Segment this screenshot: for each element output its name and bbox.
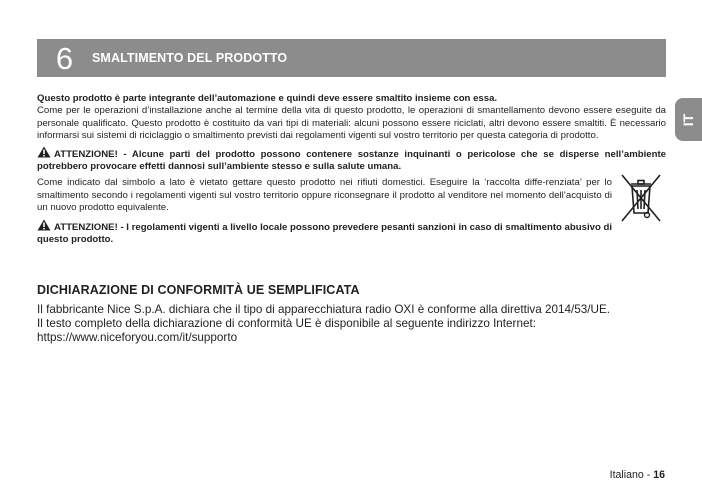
declaration-body [37, 303, 666, 346]
page-content [37, 93, 666, 345]
language-tab-label: IT [680, 113, 697, 126]
disposal-text: Come indicato dal simbolo a lato è vietato gettare questo prodotto nei rifiuti domestici. Eseguire la ‘raccolta diffe-renziata’ per lo smaltimento secondo i regolamenti vigenti sul vostro territorio oppure riconsegnare il prodotto al venditore nel momento dell’acquisto di un nuovo prodotto equivalente. [37, 177, 612, 214]
page-footer [610, 469, 665, 481]
section-number: 6 [55, 40, 74, 76]
footer-language: Italiano - [609, 469, 654, 481]
warning-text-2: ATTENZIONE! - I regolamenti vigenti a livello locale possono prevedere pesanti sanzioni in caso di smaltimento abusivo di questo prodotto. [37, 221, 612, 246]
section-title: SMALTIMENTO DEL PRODOTTO [92, 51, 288, 65]
intro-body: Come per le operazioni d’installazione anche al termine della vita di questo prodotto, le operazioni di smantellamento devono essere eseguite da personale qualificato. Questo prodotto è costituito da vari tipi di materiali: alcuni possono essere riciclati, altri devono essere smaltiti. È necessario informarsi sui sistemi di riciclaggio o smaltimento previsti dai regolamenti vigenti sul vostro territorio per questa categoria di prodotto. [37, 105, 666, 142]
section-header [37, 39, 666, 77]
intro-heading: Questo prodotto è parte integrante dell’automazione e quindi deve essere smaltito insieme con essa. [37, 93, 498, 104]
crossed-out-bin-icon [619, 171, 663, 225]
warning-triangle-icon [37, 219, 51, 231]
page-number: 16 [653, 469, 665, 481]
declaration-line-1: Il fabbricante Nice S.p.A. dichiara che il tipo di apparecchiatura radio OXI è conforme alla direttiva 2014/53/UE. [37, 302, 610, 316]
warning-paragraph-1 [37, 146, 666, 174]
disposal-block [37, 177, 666, 214]
declaration-line-2: Il testo completo della dichiarazione di conformità UE è disponibile al seguente indirizzo Internet: [37, 317, 536, 331]
language-tab [675, 98, 702, 141]
declaration-title: DICHIARAZIONE DI CONFORMITÀ UE SEMPLIFICATA [37, 283, 360, 298]
warning-paragraph-2 [37, 219, 612, 247]
warning-triangle-icon [37, 146, 51, 158]
warning-text-1: ATTENZIONE! - Alcune parti del prodotto possono contenere sostanze inquinanti o pericolose che se disperse nell’ambiente potrebbero provocare effetti dannosi sull’ambiente stesso e sulla salute umana. [37, 148, 666, 173]
declaration-url: https://www.niceforyou.com/it/supporto [37, 331, 238, 345]
